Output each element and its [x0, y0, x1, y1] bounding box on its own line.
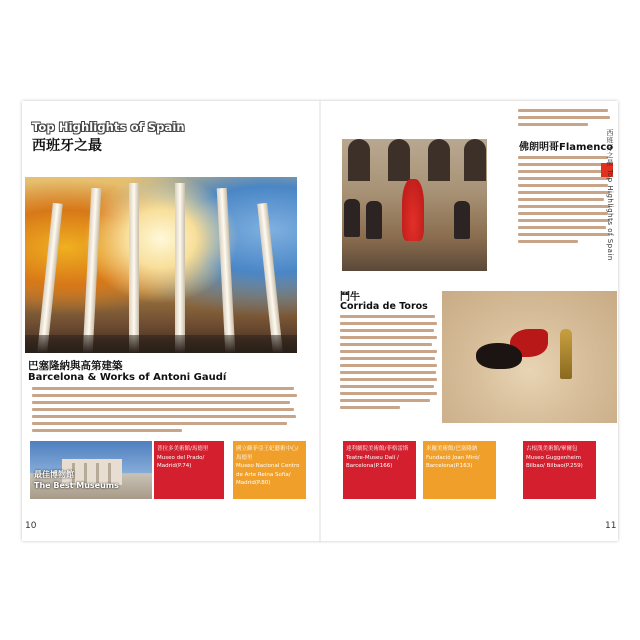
bullfight-photo	[442, 291, 617, 423]
cathedral-pillar	[37, 203, 63, 353]
museum-card-en: Fundació Joan Miró/ Barcelona(P.163)	[426, 454, 480, 469]
building-arch	[348, 139, 370, 181]
museum-photo	[30, 441, 152, 499]
museum-card	[154, 441, 224, 499]
section-title-zh: 巴塞隆納與高第建築	[28, 360, 123, 372]
museum-card-zh: 達利劇院美術館/菲格雷斯	[346, 446, 409, 452]
museum-card	[523, 441, 596, 499]
matador-figure	[560, 329, 572, 379]
cathedral-pillar	[175, 183, 185, 353]
book-spread	[22, 101, 618, 541]
body-text-block	[340, 315, 437, 413]
flamenco-photo	[342, 139, 487, 271]
best-museums-label-en: The Best Museums	[34, 481, 119, 490]
museum-card-zh: 國立蘇菲亞王妃藝術中心/馬德里	[236, 446, 299, 461]
best-museums-bar	[30, 441, 616, 499]
building-arch	[428, 139, 450, 181]
museum-card-en: Museo Nacional Centro de Arte Reina Sofía/ Madrid(P.80)	[236, 463, 300, 486]
side-tab-label: 西班牙之最 Top Highlights of Spain	[606, 129, 614, 261]
museum-card-zh: 古根漢美術館/畢爾包	[526, 446, 578, 452]
musician-figure	[344, 199, 360, 237]
flamenco-title: 佛朗明哥Flamenco	[519, 142, 614, 153]
building-arch	[464, 139, 486, 181]
museum-card-en: Museo del Prado/ Madrid(P.74)	[157, 454, 205, 469]
museum-card	[423, 441, 496, 499]
museum-card-en: Museo Guggenheim Bilbao/ Bilbao(P.259)	[526, 454, 583, 469]
cathedral-pillar	[83, 188, 102, 353]
guitarist-figure	[454, 201, 470, 239]
sagrada-familia-photo	[25, 177, 297, 353]
bullfight-title-en: Corrida de Toros	[340, 301, 428, 312]
museum-card-en: Teatre-Museu Dalí / Barcelona(P.166)	[346, 454, 399, 469]
musician-figure	[366, 201, 382, 239]
best-museums-label-zh: 最佳博物館	[34, 470, 74, 479]
cathedral-pillar	[129, 183, 139, 353]
page-title-zh: 西班牙之最	[32, 138, 102, 154]
museum-card	[343, 441, 416, 499]
museum-card-zh: 米羅美術館/巴塞隆納	[426, 446, 478, 452]
bullfight-title-zh: 鬥牛	[340, 292, 360, 303]
best-museums-label	[34, 469, 124, 491]
page-number-left: 10	[25, 521, 37, 531]
page-number-right: 11	[605, 521, 617, 531]
section-title-en: Barcelona & Works of Antoni Gaudí	[28, 372, 227, 383]
body-text-block	[32, 387, 300, 436]
building-arch	[388, 139, 410, 181]
cathedral-pillar	[257, 203, 283, 353]
bull-figure	[476, 343, 522, 369]
museum-card	[233, 441, 306, 499]
flamenco-dancer-figure	[402, 179, 424, 241]
page-title-en: Top Highlights of Spain	[32, 120, 185, 134]
body-text-block	[518, 109, 611, 130]
visitors-crowd	[25, 335, 297, 353]
cathedral-pillar	[217, 188, 236, 353]
museum-card-zh: 普拉多美術館/馬德里	[157, 446, 209, 452]
